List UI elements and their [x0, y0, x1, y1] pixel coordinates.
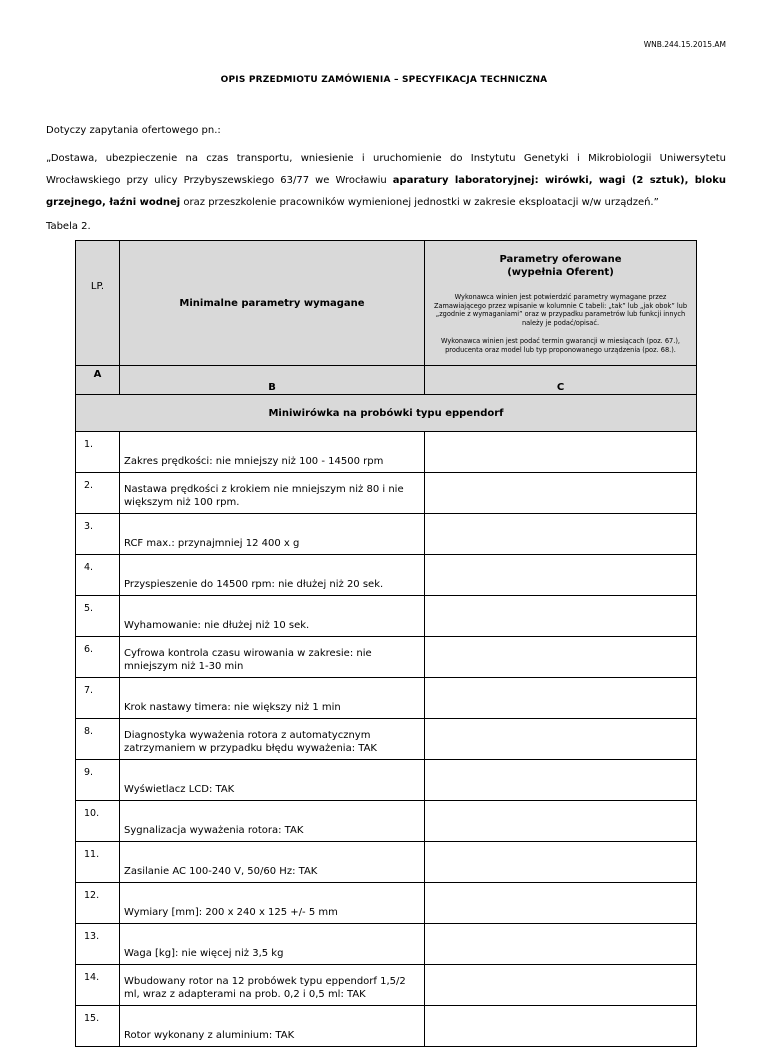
row-offered-value[interactable]: [425, 924, 697, 965]
row-number: 6.: [76, 637, 120, 678]
row-number: 14.: [76, 965, 120, 1006]
table-row: [76, 760, 697, 801]
column-a-label: A: [76, 366, 120, 395]
table-row: [76, 842, 697, 883]
lp-header: LP.: [76, 241, 120, 366]
row-number: 13.: [76, 924, 120, 965]
row-number: 8.: [76, 719, 120, 760]
row-number: 4.: [76, 555, 120, 596]
row-number: 7.: [76, 678, 120, 719]
intro-line: Dotyczy zapytania ofertowego pn.:: [46, 125, 221, 136]
row-requirement: Wbudowany rotor na 12 probówek typu eppendorf 1,5/2 ml, wraz z adapterami na prob. 0,2 i 0,5 ml: TAK: [120, 965, 425, 1006]
row-offered-value[interactable]: [425, 637, 697, 678]
row-number: 9.: [76, 760, 120, 801]
row-requirement: Zakres prędkości: nie mniejszy niż 100 - 14500 rpm: [120, 432, 425, 473]
spec-rows: [76, 432, 697, 1047]
column-c-label: C: [425, 366, 697, 395]
document-reference: WNB.244.15.2015.AM: [643, 40, 726, 49]
row-requirement: Wyświetlacz LCD: TAK: [120, 760, 425, 801]
row-requirement: Sygnalizacja wyważenia rotora: TAK: [120, 801, 425, 842]
table-row: [76, 965, 697, 1006]
row-requirement: Wymiary [mm]: 200 x 240 x 125 +/- 5 mm: [120, 883, 425, 924]
row-number: 3.: [76, 514, 120, 555]
row-requirement: Cyfrowa kontrola czasu wirowania w zakresie: nie mniejszym niż 1-30 min: [120, 637, 425, 678]
table-row: [76, 883, 697, 924]
table-row: [76, 596, 697, 637]
row-offered-value[interactable]: [425, 842, 697, 883]
row-requirement: Waga [kg]: nie więcej niż 3,5 kg: [120, 924, 425, 965]
row-number: 2.: [76, 473, 120, 514]
table-row: [76, 637, 697, 678]
row-requirement: Przyspieszenie do 14500 rpm: nie dłużej niż 20 sek.: [120, 555, 425, 596]
table-row: [76, 555, 697, 596]
subject-text-1: „Dostawa, ubezpieczenie na czas transportu, wniesienie i uruchomienie do Instytutu Genetyki i Mikrobiologii Uniwersytetu Wrocławskiego przy ulicy Przybyszewskiego 63/77 we Wrocławiu: [46, 153, 726, 186]
row-offered-value[interactable]: [425, 514, 697, 555]
table-row: [76, 432, 697, 473]
row-requirement: Diagnostyka wyważenia rotora z automatycznym zatrzymaniem w przypadku błędu wyważenia: TAK: [120, 719, 425, 760]
row-offered-value[interactable]: [425, 883, 697, 924]
row-offered-value[interactable]: [425, 760, 697, 801]
row-number: 15.: [76, 1006, 120, 1047]
row-offered-value[interactable]: [425, 432, 697, 473]
row-number: 10.: [76, 801, 120, 842]
row-requirement: Nastawa prędkości z krokiem nie mniejszym niż 80 i nie większym niż 100 rpm.: [120, 473, 425, 514]
row-offered-value[interactable]: [425, 473, 697, 514]
row-offered-value[interactable]: [425, 1006, 697, 1047]
row-requirement: Wyhamowanie: nie dłużej niż 10 sek.: [120, 596, 425, 637]
section-row: [76, 395, 697, 432]
row-offered-value[interactable]: [425, 965, 697, 1006]
table-row: [76, 678, 697, 719]
table-row: [76, 514, 697, 555]
column-b-label: B: [120, 366, 425, 395]
row-number: 1.: [76, 432, 120, 473]
row-number: 12.: [76, 883, 120, 924]
row-requirement: Krok nastawy timera: nie większy niż 1 min: [120, 678, 425, 719]
header-row: [76, 241, 697, 366]
subject-bold: aparatury laboratoryjnej: wirówki, wagi (2 sztuk), bloku grzejnego, łaźni wodnej: [46, 175, 726, 208]
table-row: [76, 473, 697, 514]
offered-title-1: Parametry oferowane: [499, 254, 622, 265]
offered-title-2: (wypełnia Oferent): [507, 267, 614, 278]
row-number: 11.: [76, 842, 120, 883]
row-offered-value[interactable]: [425, 801, 697, 842]
spec-table: [75, 240, 697, 1047]
row-offered-value[interactable]: [425, 555, 697, 596]
row-offered-value[interactable]: [425, 719, 697, 760]
table-row: [76, 1006, 697, 1047]
row-requirement: RCF max.: przynajmniej 12 400 x g: [120, 514, 425, 555]
row-requirement: Zasilanie AC 100-240 V, 50/60 Hz: TAK: [120, 842, 425, 883]
row-requirement: Rotor wykonany z aluminium: TAK: [120, 1006, 425, 1047]
table-label: Tabela 2.: [46, 221, 91, 232]
row-offered-value[interactable]: [425, 678, 697, 719]
offered-note-1: Wykonawca winien jest potwierdzić parametry wymagane przez Zamawiającego przez wpisanie w kolumnie C tabeli: „tak” lub „jak obok” lub „zgodnie z wymaganiami” oraz w przypadku parametrów lub funkcji innych należy je podać/opisać.: [433, 293, 688, 327]
table-row: [76, 924, 697, 965]
min-params-header: Minimalne parametry wymagane: [120, 241, 425, 366]
column-letters-row: [76, 366, 697, 395]
table-row: [76, 801, 697, 842]
row-number: 5.: [76, 596, 120, 637]
table-row: [76, 719, 697, 760]
subject-text-2: oraz przeszkolenie pracowników wymienionej jednostki w zakresie eksploatacji w/w urządzeń.”: [180, 197, 659, 208]
page-title: OPIS PRZEDMIOTU ZAMÓWIENIA – SPECYFIKACJA TECHNICZNA: [220, 75, 548, 85]
offered-note-2: Wykonawca winien jest podać termin gwarancji w miesiącach (poz. 67.), producenta oraz model lub typ proponowanego urządzenia (poz. 68.).: [440, 337, 680, 354]
row-offered-value[interactable]: [425, 596, 697, 637]
offered-params-header: [425, 241, 697, 366]
subject-paragraph: [46, 148, 726, 214]
section-title: Miniwirówka na probówki typu eppendorf: [76, 395, 697, 432]
